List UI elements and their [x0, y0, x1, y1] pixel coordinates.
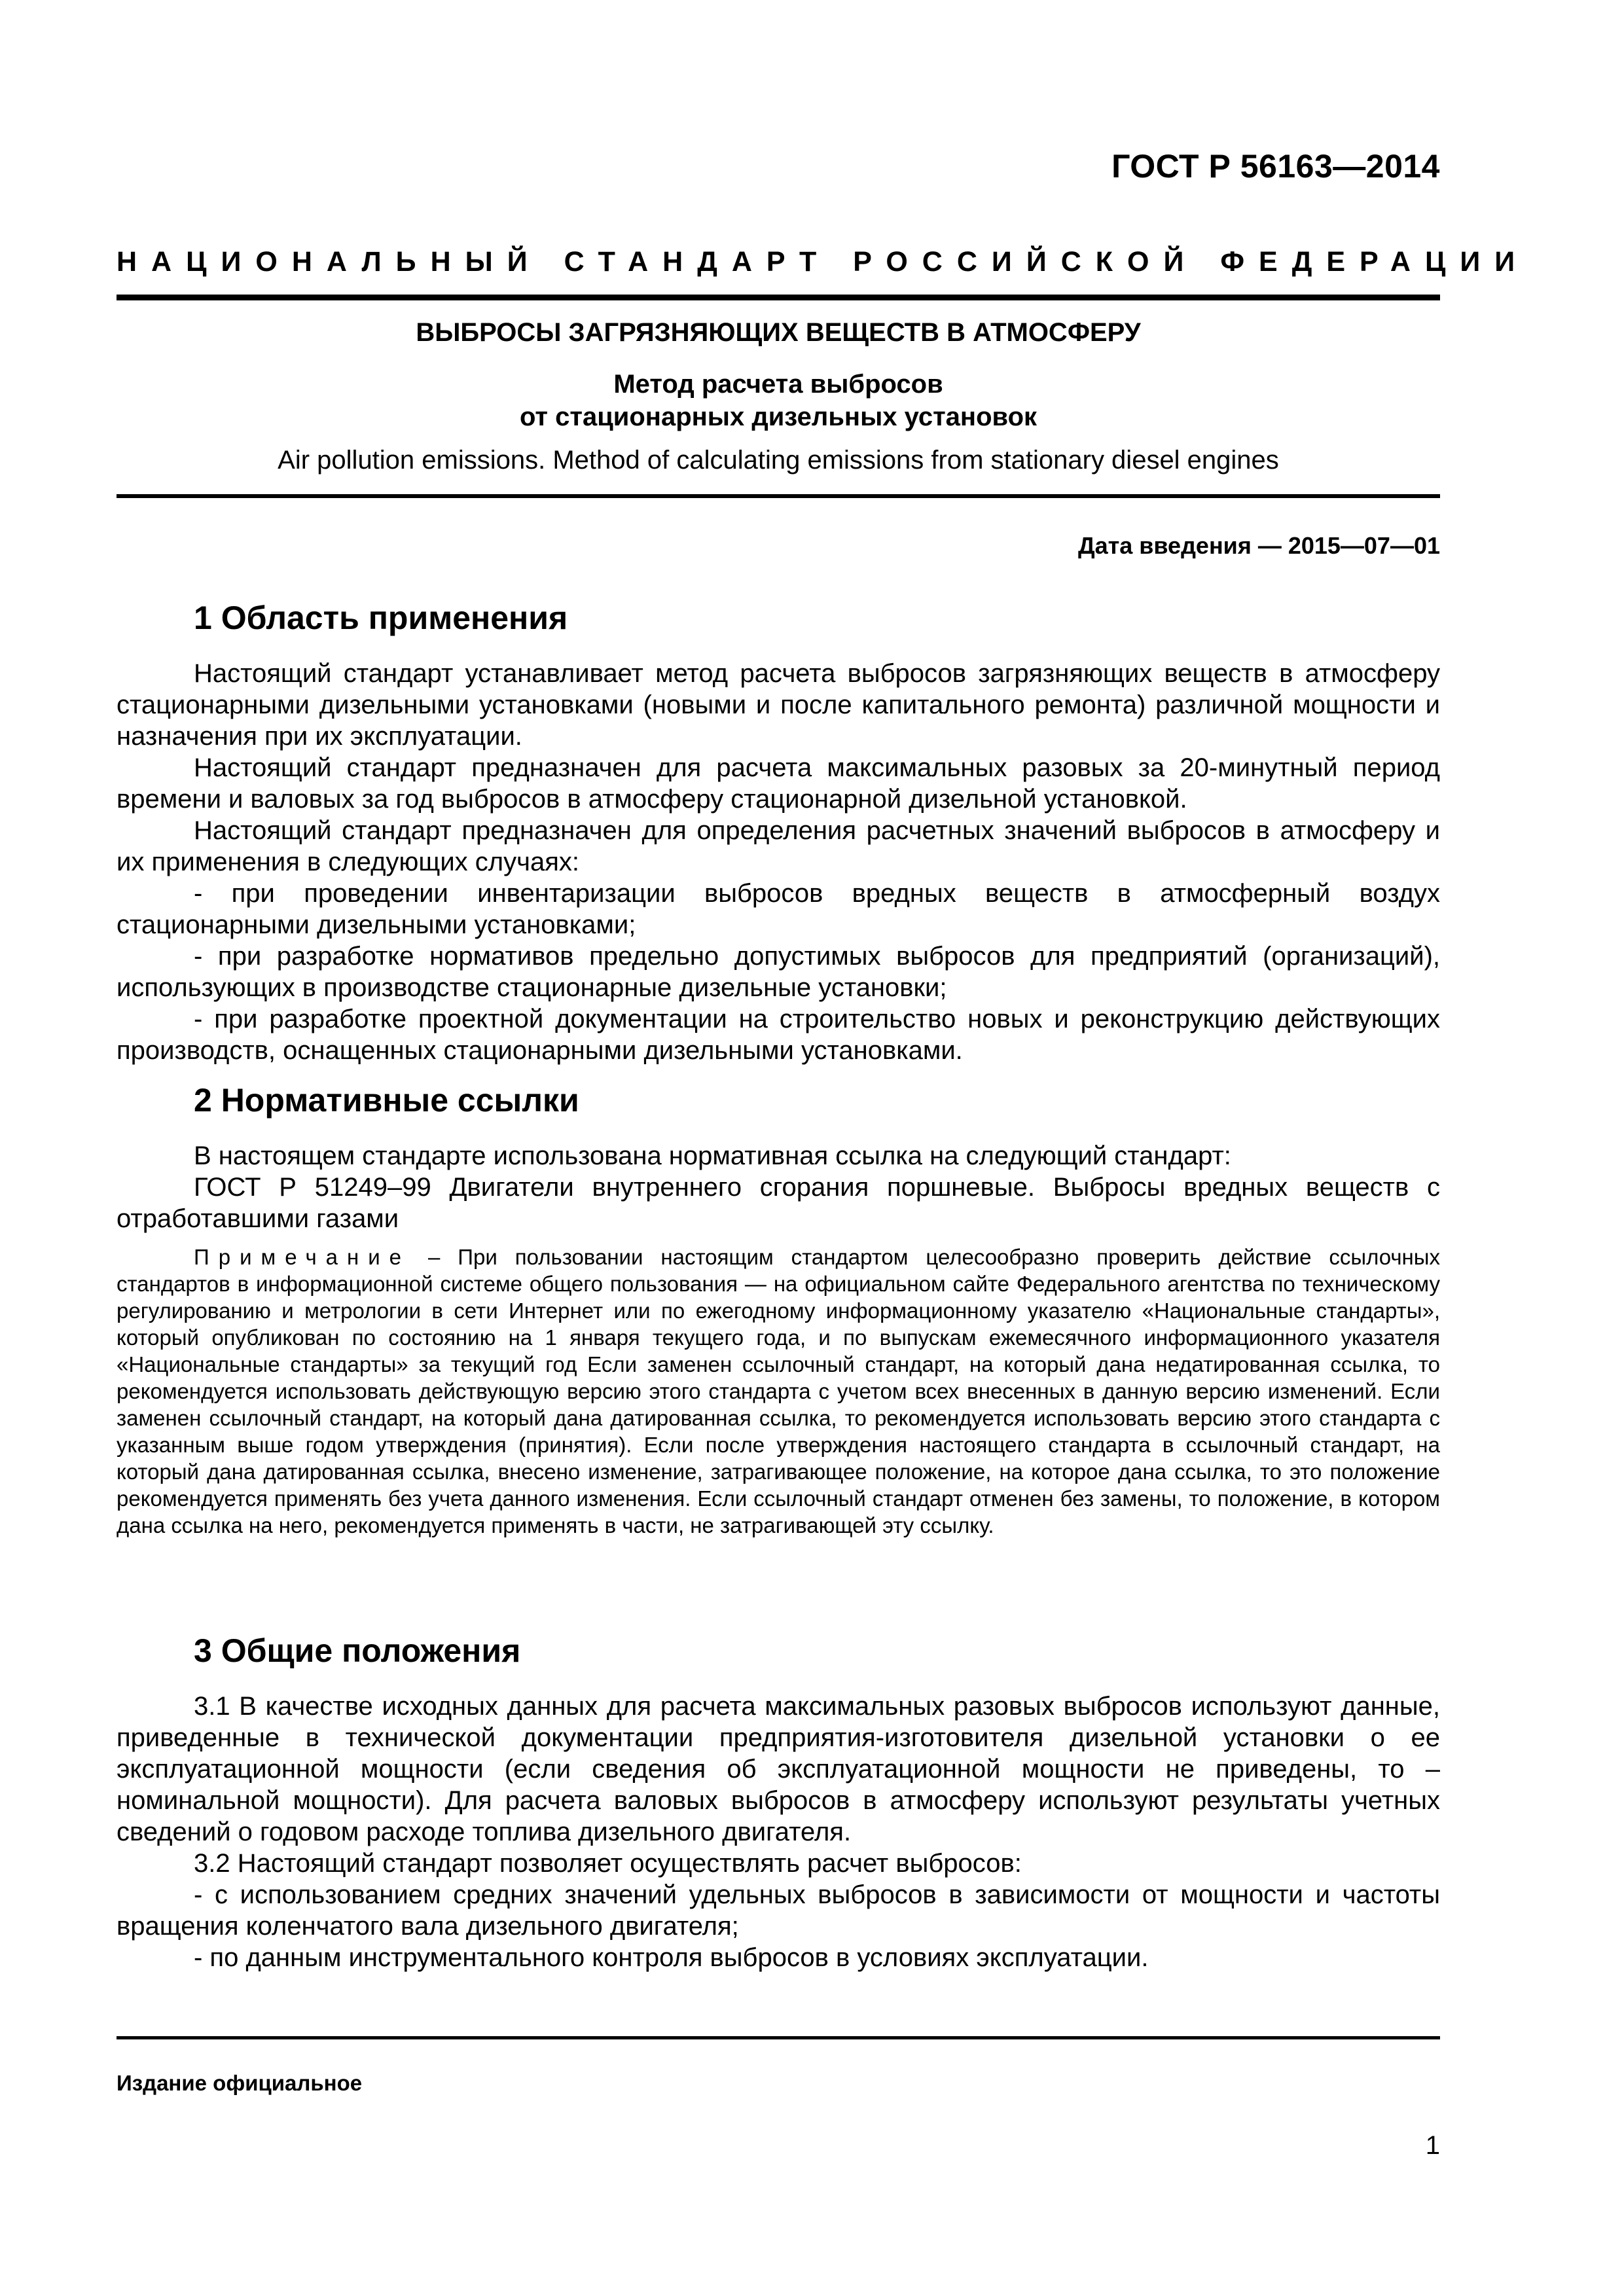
section-normative-references: [117, 1081, 1440, 1539]
title-main: ВЫБРОСЫ ЗАГРЯЗНЯЮЩИХ ВЕЩЕСТВ В АТМОСФЕРУ: [416, 318, 1141, 347]
list-item: - по данным инструментального контроля выбросов в условиях эксплуатации.: [194, 1943, 1149, 1972]
list-item: - при разработке нормативов предельно допустимых выбросов для предприятий (организаций), использующих в производстве стационарные дизельные установки;: [117, 942, 1440, 1002]
note-label: Примечание: [194, 1245, 411, 1269]
section-scope: [117, 599, 1440, 1066]
paragraph: В настоящем стандарте использована нормативная ссылка на следующий стандарт:: [194, 1141, 1231, 1170]
section-heading: 1 Область применения: [194, 600, 568, 636]
introduction-date: Дата введения — 2015—07—01: [1077, 532, 1440, 559]
paragraph: 3.2 Настоящий стандарт позволяет осуществлять расчет выбросов:: [194, 1849, 1022, 1878]
section-heading: 3 Общие положения: [194, 1632, 521, 1669]
gost-code: ГОСТ Р 56163—2014: [1111, 148, 1440, 185]
title-sub: [117, 368, 1440, 433]
section-heading: 2 Нормативные ссылки: [194, 1082, 579, 1119]
header-rule-bottom: [117, 494, 1440, 498]
paragraph: Настоящий стандарт устанавливает метод расчета выбросов загрязняющих веществ в атмосферу стационарными дизельными установками (новыми и после капитального ремонта) различной мощности и назначения при их эксплуатации.: [117, 659, 1440, 751]
header-rule-top: [117, 295, 1440, 300]
list-item: - с использованием средних значений удельных выбросов в зависимости от мощности и частоты вращения коленчатого вала дизельного двигателя;: [117, 1880, 1440, 1941]
list-item: - при проведении инвентаризации выбросов вредных веществ в атмосферный воздух стационарными дизельными установками;: [117, 879, 1440, 939]
list-item: - при разработке проектной документации на строительство новых и реконструкцию действующих производств, оснащенных стационарными дизельными установками.: [117, 1005, 1440, 1065]
title-english: Air pollution emissions. Method of calculating emissions from stationary diesel engines: [278, 446, 1279, 475]
note-text: – При пользовании настоящим стандартом целесообразно проверить действие ссылочных стандартов в информационной системе общего пользования — на официальном сайте Федерального агентства по техническому регулированию и метрологии в сети Интернет или по ежегодному информационному указателю «Национальные стандарты», который опубликован по состоянию на 1 января текущего года, и по выпускам ежемесячного информационного указателя «Национальные стандарты» за текущий год Если заменен ссылочный стандарт, на который дана недатированная ссылка, то рекомендуется использовать действующую версию этого стандарта с учетом всех внесенных в данную версию изменений. Если заменен ссылочный стандарт, на который дана датированная ссылка, то рекомендуется использовать версию этого стандарта с указанным выше годом утверждения (принятия). Если после утверждения настоящего стандарта в ссылочный стандарт, на который дана датированная ссылка, внесено изменение, затрагивающее положение, на которое дана ссылка, то это положение рекомендуется применять без учета данного изменения. Если ссылочный стандарт отменен без замены, то положение, в котором дана ссылка на него, рекомендуется применять в части, не затрагивающей эту ссылку.: [117, 1245, 1440, 1537]
section-general-provisions: [117, 1632, 1440, 1973]
title-sub-line-1: Метод расчета выбросов: [613, 370, 943, 399]
title-sub-line-2: от стационарных дизельных установок: [519, 403, 1038, 431]
reference-item: ГОСТ Р 51249–99 Двигатели внутреннего сгорания поршневые. Выбросы вредных веществ с отработавшими газами: [117, 1173, 1440, 1233]
edition-label: Издание официальное: [117, 2071, 363, 2095]
national-standard-banner: НАЦИОНАЛЬНЫЙ СТАНДАРТ РОССИЙСКОЙ ФЕДЕРАЦИИ: [117, 246, 1530, 278]
paragraph: 3.1 В качестве исходных данных для расчета максимальных разовых выбросов используют данные, приведенные в технической документации предприятия-изготовителя дизельной установки о ее эксплуатационной мощности (если сведения об эксплуатационной мощности не приведены, то – номинальной мощности). Для расчета валовых выбросов в атмосферу используют результаты учетных сведений о годовом расходе топлива дизельного двигателя.: [117, 1692, 1440, 1846]
paragraph: Настоящий стандарт предназначен для определения расчетных значений выбросов в атмосферу и их применения в следующих случаях:: [117, 816, 1440, 876]
page-number: 1: [1425, 2131, 1440, 2160]
note-paragraph: [117, 1244, 1440, 1539]
footer-rule: [117, 2036, 1440, 2039]
paragraph: Настоящий стандарт предназначен для расчета максимальных разовых за 20-минутный период времени и валовых за год выбросов в атмосферу стационарной дизельной установкой.: [117, 753, 1440, 814]
